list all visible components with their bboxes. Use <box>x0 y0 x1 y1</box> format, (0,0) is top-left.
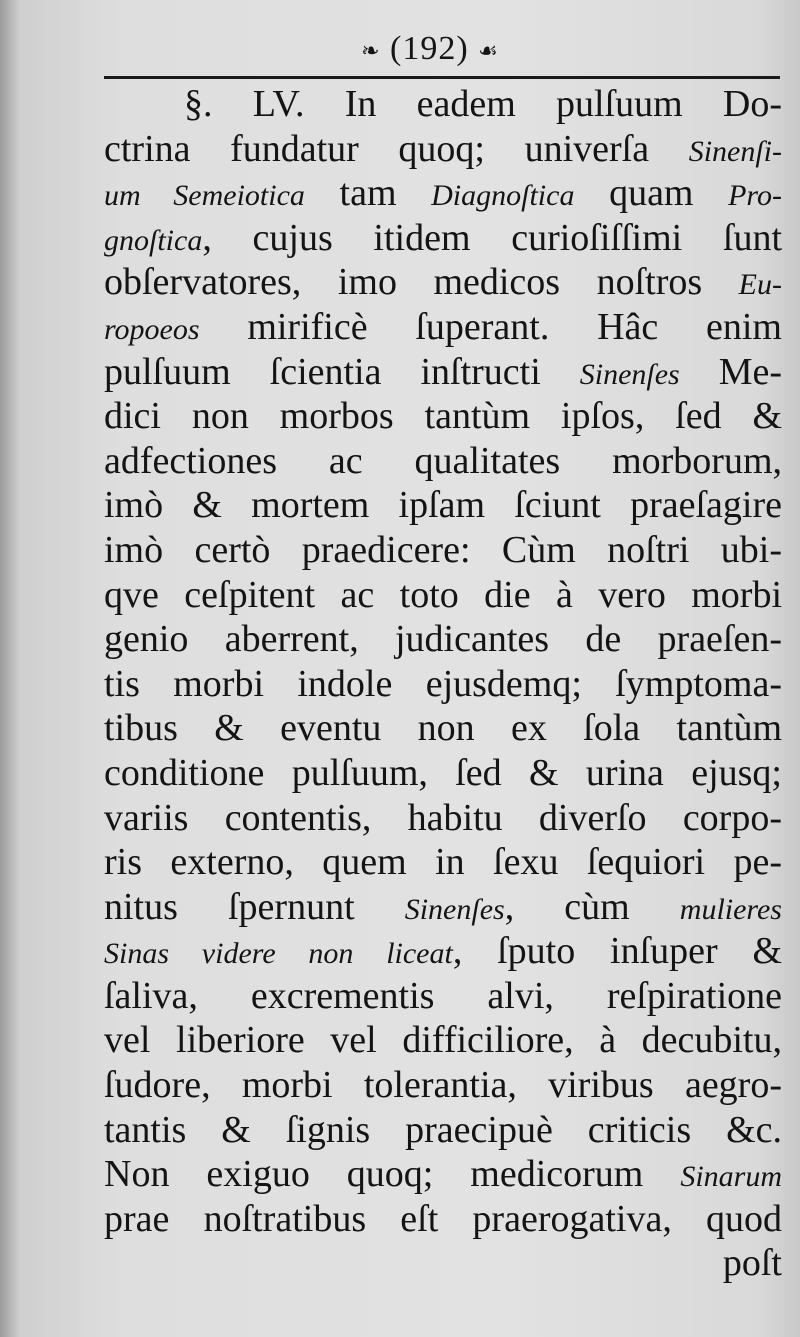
text-line: ris externo, quem in ſexu ſequiori pe- <box>104 841 782 884</box>
text-run: §. LV. In eadem pulſuum Do- <box>184 83 782 125</box>
text-line <box>104 260 782 305</box>
text-line: imò certò praedicere: Cùm noſtri ubi- <box>104 528 782 571</box>
italic-run: Diagnoſtica <box>431 179 575 213</box>
catchword: poſt <box>722 1242 782 1285</box>
italic-run: Pro- <box>728 179 782 213</box>
text-run: tam <box>304 172 432 215</box>
text-line: tantis & ſignis praecipuè criticis &c. <box>104 1108 782 1151</box>
italic-run: Eu- <box>738 268 782 302</box>
italic-run: ropoeos <box>104 312 200 346</box>
italic-run: um Semeiotica <box>104 179 305 213</box>
text-run: , cujus itidem curioſiſſimi ſunt <box>202 216 782 259</box>
page-number: 192 <box>402 30 457 67</box>
text-line <box>104 929 782 974</box>
text-line: ſudore, morbi tolerantia, viribus aegro- <box>104 1064 782 1107</box>
text-line <box>104 216 782 261</box>
text-line: genio aberrent, judicantes de praeſen- <box>104 618 782 661</box>
text-run: obſervatores, imo medicos noſtros <box>104 261 739 304</box>
text-line: qve ceſpitent ac toto die à vero morbi <box>104 573 782 616</box>
text-line <box>104 885 782 930</box>
header-rule <box>104 76 780 79</box>
left-ornament-icon: ❧ <box>361 38 381 64</box>
text-run: , ſputo inſuper & <box>452 930 782 973</box>
text-run: pulſuum ſcientia inſtructi <box>104 350 580 393</box>
italic-run: Sinenſes <box>579 357 680 391</box>
text-run: mirificè ſuperant. Hâc enim <box>199 305 782 348</box>
text-run: Me- <box>679 350 782 393</box>
italic-run: Sinarum <box>680 1160 782 1194</box>
text-line: ſaliva, excrementis alvi, reſpiratione <box>104 974 782 1017</box>
italic-run: Sinenſes <box>404 892 505 926</box>
right-ornament-icon: ☙ <box>478 38 499 64</box>
text-line: variis contentis, habitu diverſo corpo- <box>104 796 782 839</box>
text-line <box>104 171 782 216</box>
italic-run: Sinas videre non liceat <box>104 937 453 971</box>
text-line <box>104 350 782 395</box>
paragraph-body <box>104 82 782 1286</box>
text-line <box>104 1152 782 1197</box>
text-run: quam <box>574 172 729 215</box>
italic-run: mulieres <box>679 892 782 926</box>
italic-run: Sinenſi- <box>688 134 782 168</box>
text-line: tis morbi indole ejusdemq; ſymptoma- <box>104 662 782 705</box>
text-run: Non exiguo quoq; medicorum <box>104 1153 681 1196</box>
text-line: imò & mortem ipſam ſciunt praeſagire <box>104 484 782 527</box>
text-run: , cùm <box>504 885 680 928</box>
page-header: ❧ (192) ☙ <box>361 30 499 67</box>
text-line <box>104 82 782 127</box>
text-line: tibus & eventu non ex ſola tantùm <box>104 707 782 750</box>
text-line: prae noſtratibus eſt praerogativa, quod <box>104 1197 782 1240</box>
text-run: nitus ſpernunt <box>104 885 405 928</box>
text-run: ctrina fundatur quoq; univerſa <box>104 127 689 170</box>
text-line: vel liberiore vel difficiliore, à decubitu, <box>104 1019 782 1062</box>
text-line <box>104 127 782 172</box>
text-line: dici non morbos tantùm ipſos, ſed & <box>104 395 782 438</box>
text-line: conditione pulſuum, ſed & urina ejusq; <box>104 751 782 794</box>
text-line: adfectiones ac qualitates morborum, <box>104 439 782 482</box>
italic-run: gnoſtica <box>104 223 203 257</box>
text-line <box>104 305 782 350</box>
